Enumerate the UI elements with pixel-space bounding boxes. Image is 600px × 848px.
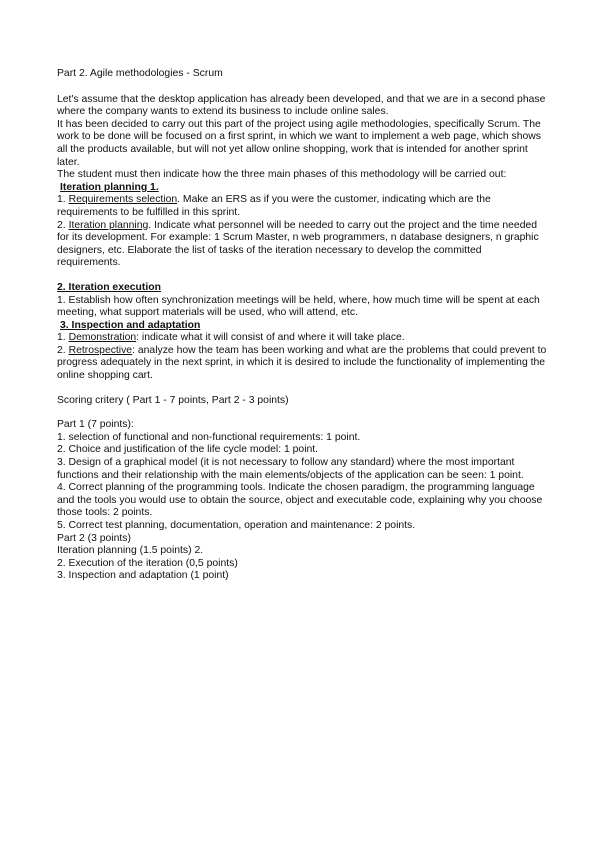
section-1-heading-text: Iteration planning 1. bbox=[60, 181, 159, 193]
part-1-item-5: 5. Correct test planning, documentation, operation and maintenance: 2 points. bbox=[57, 520, 416, 531]
item-number: 1. bbox=[57, 332, 69, 344]
part-1-item-2: 2. Choice and justification of the life cycle model: 1 point. bbox=[57, 444, 319, 456]
part-2-item-2: 2. Execution of the iteration (0,5 points) bbox=[57, 557, 238, 569]
section-3-item-2 bbox=[57, 345, 547, 383]
part-2-item-3: 3. Inspection and adaptation (1 point) bbox=[57, 570, 229, 582]
part-2-title: Part 2 (3 points) bbox=[57, 532, 131, 544]
item-term: Iteration planning bbox=[68, 219, 149, 231]
item-term: Requirements selection bbox=[68, 194, 178, 206]
item-number: 2. bbox=[57, 344, 69, 356]
document-content bbox=[57, 68, 547, 583]
item-text: : indicate what it will consist of and where it will take place. bbox=[136, 332, 405, 344]
section-2-heading bbox=[57, 282, 547, 295]
item-text: . Make an ERS as if you were the customer, indicating which are the requirements to be fulfilled in this sprint. bbox=[57, 194, 491, 218]
spacer bbox=[57, 407, 547, 419]
item-number: 1. bbox=[57, 194, 69, 206]
section-2-heading-text: 2. Iteration execution bbox=[57, 281, 161, 293]
section-1-heading bbox=[57, 182, 547, 195]
item-text: : analyze how the team has been working and what are the problems that could prevent to progress adequately in the next sprint, in which it is desired to include the functionality of implementing the online shopping cart. bbox=[57, 344, 547, 382]
part-1-title: Part 1 (7 points): bbox=[57, 419, 134, 431]
intro-paragraph-2: It has been decided to carry out this part of the project using agile methodologies, specifically Scrum. The work to be done will be focused on a first sprint, in which we want to implement a web page, which shows all the products available, but will not yet allow online shopping, work that is intended for another sprint later. bbox=[57, 118, 541, 168]
section-1-item-2 bbox=[57, 220, 547, 270]
section-2-item-1: 1. Establish how often synchronization meetings will be held, where, how much time will be spent at each meeting, what support materials will be used, who will attend, etc. bbox=[57, 294, 540, 319]
scoring-title: Scoring critery ( Part 1 - 7 points, Part 2 - 3 points) bbox=[57, 394, 289, 406]
part-1-item-3: 3. Design of a graphical model (it is not necessary to follow any standard) where the most important functions and their relationship with the main elements/objects of the application can be seen: 1 point. bbox=[57, 457, 524, 481]
spacer bbox=[57, 383, 547, 395]
item-number: 2. bbox=[57, 219, 69, 231]
item-term: Demonstration bbox=[68, 332, 137, 344]
page-title: Part 2. Agile methodologies - Scrum bbox=[57, 68, 223, 79]
spacer bbox=[57, 270, 547, 282]
intro-paragraph-1: Let's assume that the desktop application has already been developed, and that we are in a second phase where the company wants to extend its business to include online sales. bbox=[57, 93, 546, 118]
item-text: . Indicate what personnel will be needed to carry out the project and the time needed for its development. For example: 1 Scrum Master, n web programmers, n database designers, n graphic designers, etc. Elaborate the list of tasks of the iteration necessary to develop the committed requirements. bbox=[57, 219, 539, 269]
section-1-item-1 bbox=[57, 194, 547, 219]
section-3-heading bbox=[57, 320, 547, 333]
part-2-item-1: Iteration planning (1.5 points) 2. bbox=[57, 545, 204, 557]
item-term: Retrospective bbox=[68, 344, 133, 356]
intro-paragraph-3: The student must then indicate how the three main phases of this methodology will be carried out: bbox=[57, 169, 507, 181]
part-1-item-1: 1. selection of functional and non-functional requirements: 1 point. bbox=[57, 431, 361, 443]
part-1-item-4: 4. Correct planning of the programming tools. Indicate the chosen paradigm, the programming language and the tools you would use to obtain the source, object and executable code, explaining why you choose those tools: 2 points. bbox=[57, 482, 543, 519]
section-3-heading-text: 3. Inspection and adaptation bbox=[60, 319, 201, 331]
section-3-item-1 bbox=[57, 332, 547, 345]
